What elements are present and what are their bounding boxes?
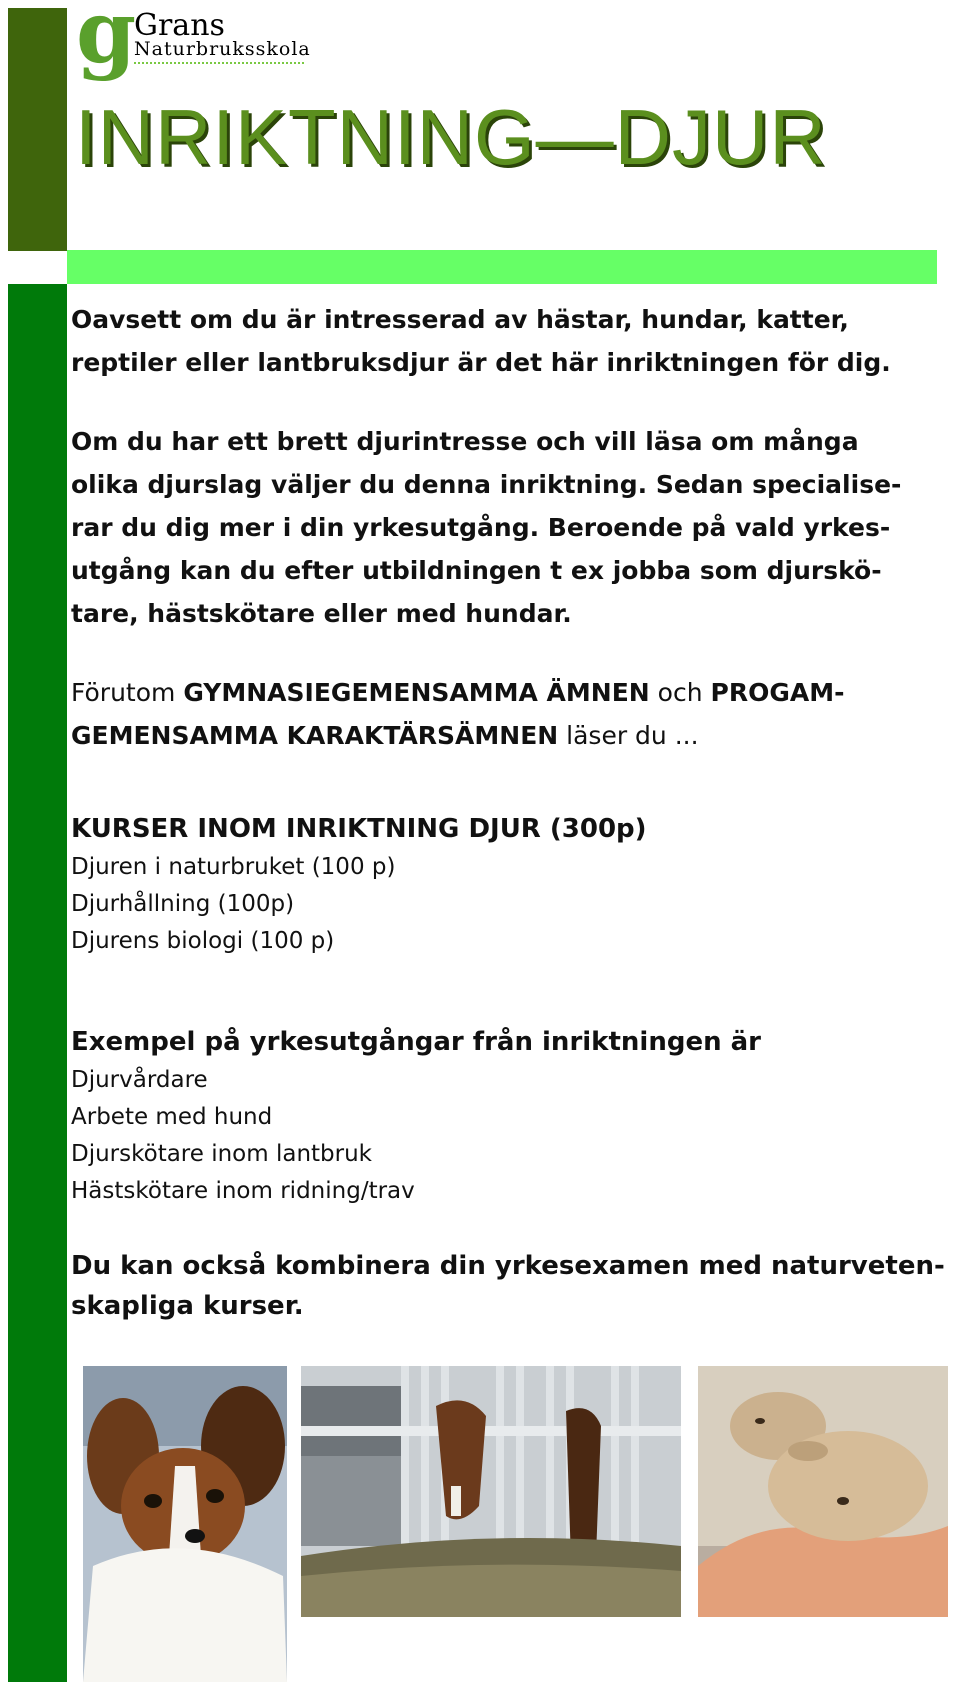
careers-heading: Exempel på yrkesutgångar från inriktningen är (71, 1027, 762, 1057)
course-item: Djurhållning (100p) (71, 891, 295, 917)
besides-suffix: läser du ... (558, 721, 699, 750)
description-line: olika djurslag väljer du denna inriktning. Sedan specialise- (71, 470, 902, 499)
description-line: rar du dig mer i din yrkesutgång. Beroende på vald yrkes- (71, 513, 891, 542)
main-content (71, 298, 951, 1326)
page-title: INRIKTNING—DJUR (75, 93, 827, 181)
description-line: Om du har ett brett djurintresse och vill läsa om många (71, 427, 859, 456)
combine-line: skapliga kurser. (71, 1291, 304, 1321)
baby-rabbits-photo (698, 1366, 948, 1617)
career-item: Djurskötare inom lantbruk (71, 1141, 372, 1167)
description-line: tare, hästskötare eller med hundar. (71, 599, 572, 628)
career-item: Djurvårdare (71, 1067, 208, 1093)
logo-g-icon (70, 0, 140, 84)
light-green-strip (67, 250, 937, 284)
career-item: Arbete med hund (71, 1104, 273, 1130)
besides-prefix: Förutom (71, 678, 184, 707)
courses-heading: KURSER INOM INRIKTNING DJUR (300p) (71, 814, 647, 844)
course-item: Djuren i naturbruket (100 p) (71, 854, 396, 880)
besides-paragraph-2 (71, 714, 951, 757)
combine-line: Du kan också kombinera din yrkesexamen med naturveten- (71, 1251, 945, 1281)
besides-common-subjects: GYMNASIEGEMENSAMMA ÄMNEN (183, 678, 650, 707)
intro-line: Oavsett om du är intresserad av hästar, hundar, katter, (71, 305, 849, 334)
papillon-dog-photo (83, 1366, 287, 1682)
photo-row (0, 1366, 960, 1682)
dark-green-corner-bar (8, 8, 67, 251)
logo-subtitle: Naturbruksskola (134, 38, 311, 60)
besides-program-subjects-2: GEMENSAMMA KARAKTÄRSÄMNEN (71, 721, 559, 750)
logo-name: Grans (134, 8, 225, 43)
course-item: Djurens biologi (100 p) (71, 928, 335, 954)
besides-program-subjects: PROGAM- (710, 678, 845, 707)
besides-paragraph (71, 671, 951, 714)
career-item: Hästskötare inom ridning/trav (71, 1178, 415, 1204)
logo-dotted-line (134, 62, 304, 64)
description-line: utgång kan du efter utbildningen t ex jobba som djurskö- (71, 556, 882, 585)
horses-in-stable-photo (301, 1366, 681, 1617)
intro-line: reptiler eller lantbruksdjur är det här inriktningen för dig. (71, 348, 891, 377)
svg-text:g: g (76, 0, 137, 83)
besides-and: och (649, 678, 711, 707)
